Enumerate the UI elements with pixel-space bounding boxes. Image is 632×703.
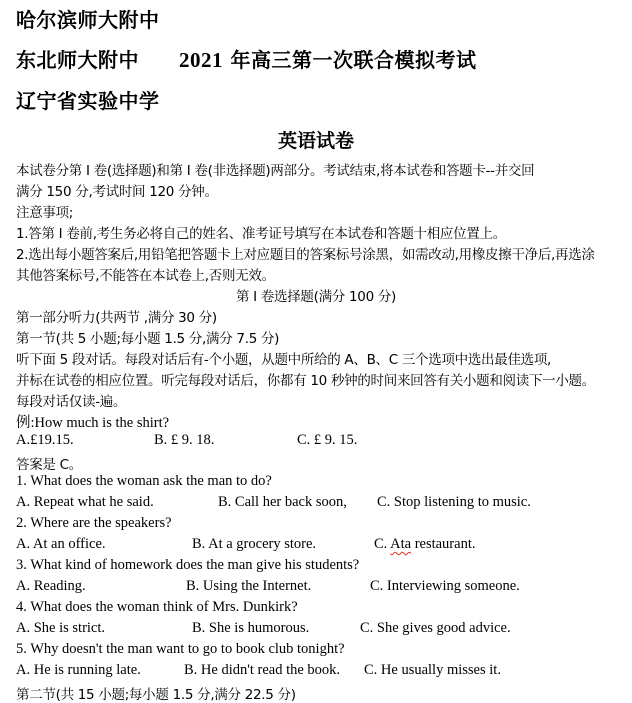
school-name-liaoning	[16, 85, 160, 114]
q3-option-c: C. Interviewing someone.	[370, 578, 520, 594]
question-3: 3. What kind of homework does the man give his students?	[16, 557, 360, 573]
paper-title: 英语试卷	[277, 130, 354, 152]
q3-option-a: A. Reading.	[16, 578, 86, 594]
example-option-c: C. £ 9. 15.	[297, 432, 358, 448]
exam-year: 2021	[179, 48, 223, 72]
q1-option-b: B. Call her back soon,	[218, 494, 347, 510]
q4-option-c: C. She gives good advice.	[360, 620, 511, 636]
example-option-a: A.£19.15.	[16, 432, 74, 448]
instructions-line-1: 听下面 5 段对话。每段对话后有-个小题，从题中所给的 A、B、C 三个选项中选出最佳选项,	[16, 352, 552, 368]
q2-option-c: C. Ata restaurant.	[374, 536, 476, 552]
section-1-heading: 第一节(共 5 小题;每小题 1.5 分,满分 7.5 分)	[16, 331, 280, 347]
example-answer: 答案是 C。	[16, 457, 82, 473]
q5-option-a: A. He is running late.	[16, 662, 141, 678]
exam-header-line	[16, 44, 476, 73]
note-2-line-1: 2.选出每小题答案后,用铅笔把答题卡上对应题目的答案标号涂黑，如需改动,用橡皮擦干净后,再选涂	[16, 247, 595, 263]
note-1: 1.答第 I 卷前,考生务必将自己的姓名、准考证号填写在本试卷和答题十相应位置上。	[16, 226, 506, 242]
intro-line-2: 满分 150 分,考试时间 120 分钟。	[16, 184, 218, 200]
instructions-line-2: 并标在试卷的相应位置。听完每段对话后，你都有 10 秒钟的时间来回答有关小题和阅读下一小题。	[16, 373, 595, 389]
example-question: 例:How much is the shirt?	[16, 415, 170, 431]
notes-heading: 注意事项;	[16, 205, 74, 221]
q2-option-a: A. At an office.	[16, 536, 106, 552]
question-2: 2. Where are the speakers?	[16, 515, 172, 531]
q4-option-b: B. She is humorous.	[192, 620, 310, 636]
intro-line-1: 本试卷分第 I 卷(选择题)和第 I 卷(非选择题)两部分。考试结束,将本试卷和答题卡--并交回	[16, 163, 535, 179]
q1-option-c: C. Stop listening to music.	[377, 494, 531, 510]
question-4: 4. What does the woman think of Mrs. Dunkirk?	[16, 599, 298, 615]
question-1: 1. What does the woman ask the man to do?	[16, 473, 272, 489]
q2-option-b: B. At a grocery store.	[192, 536, 317, 552]
example-option-b: B. £ 9. 18.	[154, 432, 215, 448]
q1-option-a: A. Repeat what he said.	[16, 494, 154, 510]
note-2-line-2: 其他答案标号,不能答在本试卷上,否则无效。	[16, 268, 275, 284]
school-1-text: 哈尔滨师大附中	[16, 8, 160, 32]
q4-option-a: A. She is strict.	[16, 620, 106, 636]
school-name-harbin	[16, 4, 160, 33]
spellcheck-flagged-word: Ata	[390, 536, 412, 552]
part-1-heading: 第一部分听力(共两节 ,满分 30 分)	[16, 310, 217, 326]
instructions-line-3: 每段对话仅读-遍。	[16, 394, 127, 410]
school-3-text: 辽宁省实验中学	[16, 89, 160, 113]
q3-option-b: B. Using the Internet.	[186, 578, 312, 594]
exam-title: 年高三第一次联合模拟考试	[230, 48, 477, 72]
section-2-heading: 第二节(共 15 小题;每小题 1.5 分,满分 22.5 分)	[16, 687, 296, 703]
school-2-text: 东北师大附中	[16, 48, 139, 72]
q5-option-c: C. He usually misses it.	[364, 662, 501, 678]
question-5: 5. Why doesn't the man want to go to book club tonight?	[16, 641, 345, 657]
q5-option-b: B. He didn't read the book.	[184, 662, 341, 678]
volume-1-heading: 第 I 卷选择题(满分 100 分)	[235, 289, 397, 305]
